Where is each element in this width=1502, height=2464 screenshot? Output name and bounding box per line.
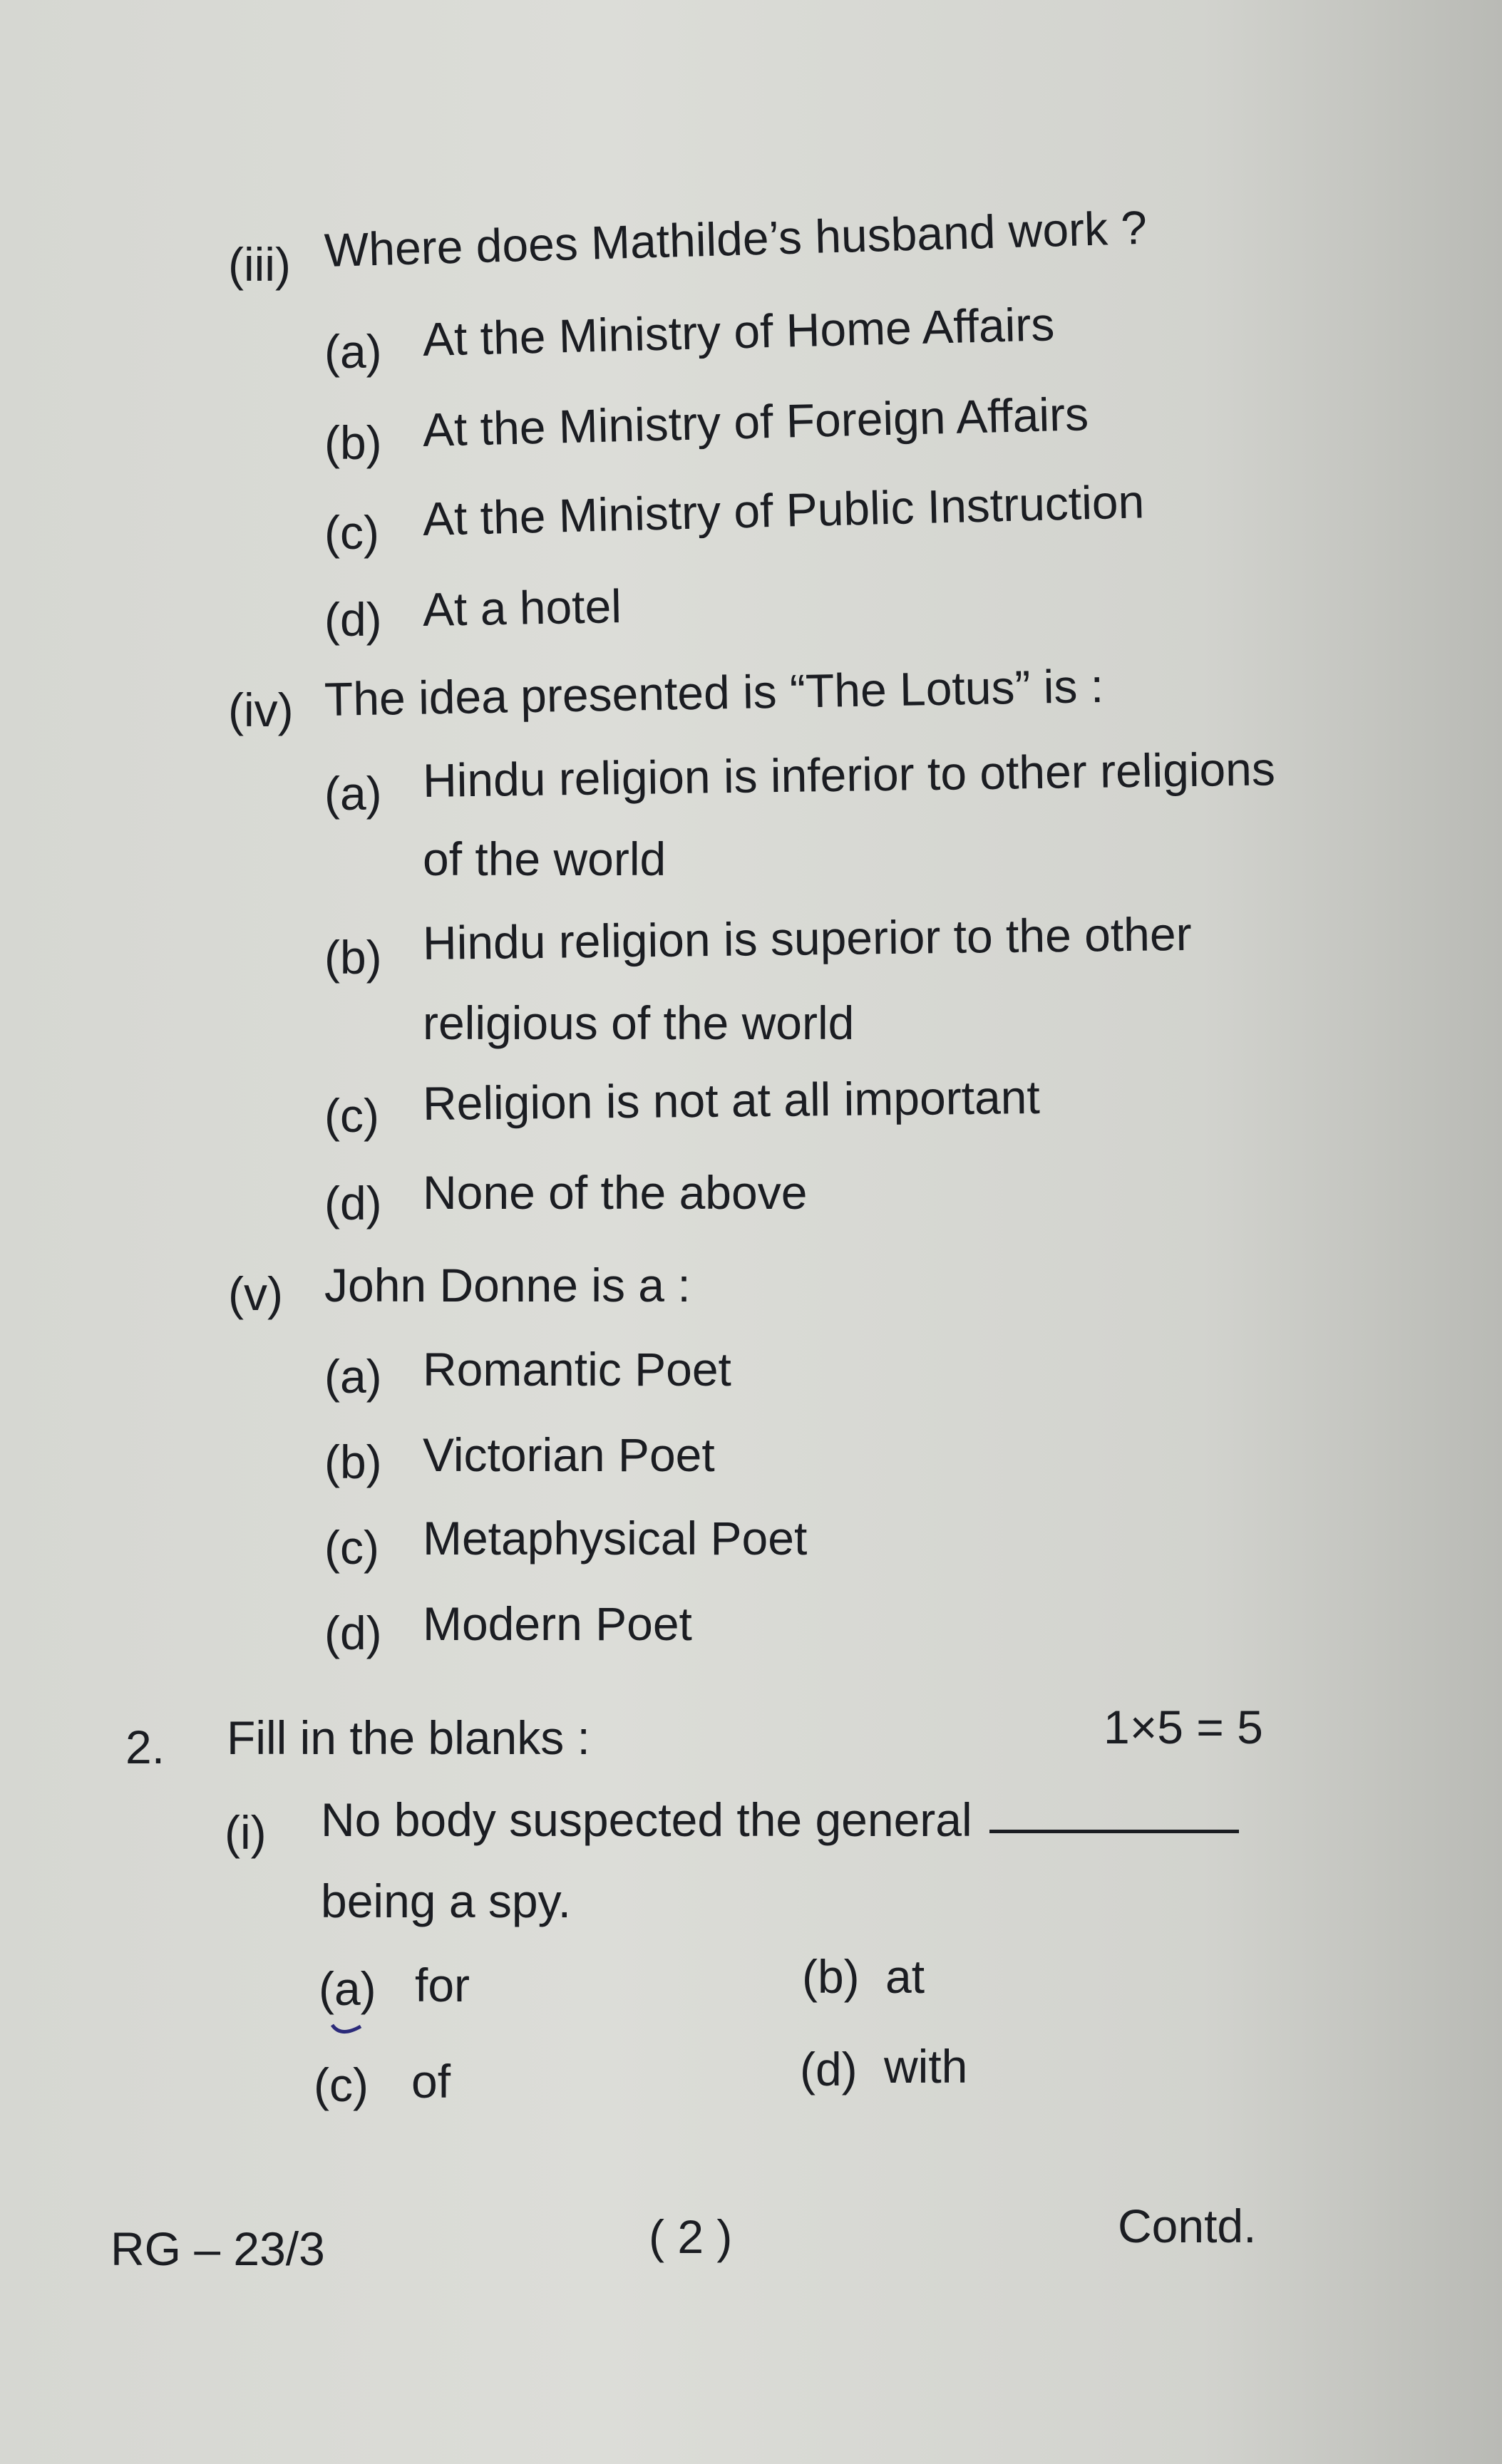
option-iv-b-label: (b) bbox=[324, 931, 382, 984]
question-v-text: John Donne is a : bbox=[324, 1259, 691, 1311]
fill-i-line2: being a spy. bbox=[321, 1875, 572, 1927]
fill-i-line1-text: No body suspected the general bbox=[321, 1793, 972, 1846]
question-iii-number: (iii) bbox=[228, 238, 291, 291]
question-iv-text: The idea presented is “The Lotus” is : bbox=[324, 659, 1104, 726]
fill-i-d-label: (d) bbox=[800, 2043, 858, 2096]
option-iv-d-label: (d) bbox=[324, 1177, 382, 1230]
option-iv-a-label: (a) bbox=[324, 767, 382, 820]
option-iii-d-label: (d) bbox=[324, 593, 382, 646]
pen-tick-mark bbox=[329, 2021, 365, 2041]
option-v-d-label: (d) bbox=[324, 1607, 382, 1659]
fill-i-a-label: (a) bbox=[319, 1962, 376, 2015]
option-iv-a-line1: Hindu religion is inferior to other religions bbox=[422, 742, 1276, 807]
fill-i-number: (i) bbox=[225, 1806, 267, 1859]
fill-i-a-text: for bbox=[415, 1959, 470, 2011]
page-number: ( 2 ) bbox=[649, 2210, 733, 2263]
fill-i-b-label: (b) bbox=[802, 1950, 860, 2003]
option-iii-b-text: At the Ministry of Foreign Affairs bbox=[422, 387, 1089, 456]
option-iii-a-text: At the Ministry of Home Affairs bbox=[422, 297, 1056, 366]
option-iii-c-label: (c) bbox=[324, 506, 379, 559]
option-iv-c-label: (c) bbox=[324, 1089, 379, 1142]
option-iii-b-label: (b) bbox=[324, 416, 382, 469]
section-2-number: 2. bbox=[125, 1721, 165, 1773]
option-v-a-text: Romantic Poet bbox=[423, 1343, 731, 1396]
continued-label: Contd. bbox=[1118, 2200, 1257, 2252]
section-2-marks: 1×5 = 5 bbox=[1104, 1701, 1263, 1753]
fill-i-d-text: with bbox=[884, 2040, 968, 2093]
fill-i-b-text: at bbox=[885, 1950, 925, 2003]
option-v-b-label: (b) bbox=[324, 1435, 382, 1488]
fill-i-line1 bbox=[321, 1793, 1239, 1846]
option-v-c-text: Metaphysical Poet bbox=[423, 1512, 808, 1565]
option-iii-a-label: (a) bbox=[324, 325, 382, 378]
question-v-number: (v) bbox=[228, 1267, 283, 1320]
option-v-a-label: (a) bbox=[324, 1350, 382, 1403]
question-iv-number: (iv) bbox=[228, 684, 294, 736]
option-v-c-label: (c) bbox=[324, 1521, 379, 1574]
answer-blank bbox=[989, 1830, 1239, 1833]
paper-code: RG – 23/3 bbox=[110, 2222, 325, 2275]
option-v-d-text: Modern Poet bbox=[423, 1597, 692, 1650]
section-2-title: Fill in the blanks : bbox=[227, 1711, 590, 1764]
option-iv-c-text: Religion is not at all important bbox=[422, 1070, 1041, 1130]
question-iii-text: Where does Mathilde’s husband work ? bbox=[323, 200, 1148, 277]
option-iii-d-text: At a hotel bbox=[422, 579, 622, 636]
option-iv-d-text: None of the above bbox=[423, 1166, 808, 1219]
fill-i-c-text: of bbox=[411, 2055, 451, 2108]
option-iv-a-line2: of the world bbox=[423, 832, 667, 885]
option-iv-b-line1: Hindu religion is superior to the other bbox=[422, 907, 1192, 969]
option-iv-b-line2: religious of the world bbox=[423, 996, 855, 1049]
option-iii-c-text: At the Ministry of Public Instruction bbox=[422, 475, 1146, 545]
fill-i-c-label: (c) bbox=[314, 2058, 369, 2111]
option-v-b-text: Victorian Poet bbox=[423, 1428, 715, 1481]
